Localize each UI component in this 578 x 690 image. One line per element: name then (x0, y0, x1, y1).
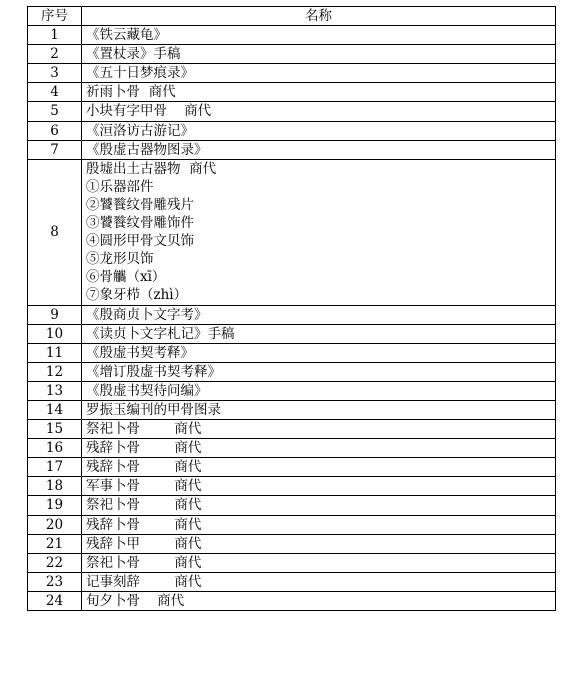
row-serial-number: 17 (28, 458, 82, 477)
table-row (28, 305, 556, 324)
row-item-name (82, 572, 556, 591)
table-row (28, 64, 556, 83)
row-item-name (82, 591, 556, 610)
table-row (28, 496, 556, 515)
row-serial-number: 18 (28, 477, 82, 496)
table-row (28, 121, 556, 140)
table-row (28, 400, 556, 419)
row-serial-number: 5 (28, 102, 82, 121)
row-item-name (82, 305, 556, 324)
row-serial-number: 19 (28, 496, 82, 515)
header-item-name: 名称 (82, 7, 556, 26)
row-serial-number: 7 (28, 140, 82, 159)
row-item-name (82, 534, 556, 553)
item-name-line: 残辞卜骨 商代 (86, 516, 202, 533)
row-serial-number: 9 (28, 305, 82, 324)
item-name-line: 记事刻辞 商代 (86, 573, 202, 590)
row-serial-number: 14 (28, 400, 82, 419)
row-serial-number: 23 (28, 572, 82, 591)
row-serial-number: 15 (28, 420, 82, 439)
item-name-line: 《增订殷虚书契考释》 (86, 363, 221, 380)
table-row (28, 515, 556, 534)
row-serial-number: 3 (28, 64, 82, 83)
item-name-line: 《殷虚古器物图录》 (86, 141, 208, 158)
row-serial-number: 20 (28, 515, 82, 534)
row-item-name (82, 400, 556, 419)
row-serial-number: 13 (28, 381, 82, 400)
item-name-line: 殷墟出土古器物 商代 (86, 160, 217, 177)
row-serial-number: 22 (28, 553, 82, 572)
table-row (28, 553, 556, 572)
row-serial-number: 8 (28, 159, 82, 305)
table-row (28, 324, 556, 343)
item-name-line: 《铁云藏龟》 (86, 27, 167, 44)
item-name-line: 旬夕卜骨 商代 (86, 592, 185, 609)
row-item-name (82, 159, 556, 305)
table-row (28, 26, 556, 45)
item-name-line: 残辞卜骨 商代 (86, 440, 202, 457)
table-row (28, 381, 556, 400)
item-name-line: 罗振玉编刊的甲骨图录 (86, 401, 221, 418)
item-name-line: ⑥骨觿（xī） (86, 269, 166, 286)
row-item-name (82, 458, 556, 477)
item-name-line: 祭祀卜骨 商代 (86, 554, 202, 571)
item-name-line: 残辞卜甲 商代 (86, 535, 202, 552)
row-item-name (82, 553, 556, 572)
item-name-line: ②饕餮纹骨雕残片 (86, 196, 194, 213)
table-row (28, 420, 556, 439)
item-name-line: 祈雨卜骨 商代 (86, 84, 176, 101)
table-row (28, 159, 556, 305)
item-name-line: ④圆形甲骨文贝饰 (86, 233, 194, 250)
table-row (28, 343, 556, 362)
item-name-line: 《殷商贞卜文字考》 (86, 306, 208, 323)
row-item-name (82, 121, 556, 140)
item-name-line: ③饕餮纹骨雕饰件 (86, 215, 194, 232)
item-name-line: ①乐器部件 (86, 178, 154, 195)
table-row (28, 45, 556, 64)
row-item-name (82, 83, 556, 102)
row-serial-number: 24 (28, 591, 82, 610)
table-row (28, 534, 556, 553)
row-serial-number: 12 (28, 362, 82, 381)
item-name-line: 《读贞卜文字札记》手稿 (86, 325, 235, 342)
row-item-name (82, 343, 556, 362)
item-name-line: 《五十日梦痕录》 (86, 65, 194, 82)
row-item-name (82, 439, 556, 458)
row-serial-number: 21 (28, 534, 82, 553)
item-name-line: 《置杖录》手稿 (86, 46, 181, 63)
row-item-name (82, 26, 556, 45)
item-name-line: ⑦象牙栉（zhì） (86, 287, 188, 304)
header-row (28, 7, 556, 26)
item-name-line: 《殷虚书契待问编》 (86, 382, 208, 399)
row-item-name (82, 45, 556, 64)
row-item-name (82, 324, 556, 343)
item-name-line: 残辞卜骨 商代 (86, 459, 202, 476)
row-item-name (82, 140, 556, 159)
row-item-name (82, 102, 556, 121)
table-row (28, 458, 556, 477)
row-serial-number: 1 (28, 26, 82, 45)
table-row (28, 362, 556, 381)
table-row (28, 572, 556, 591)
row-serial-number: 10 (28, 324, 82, 343)
row-item-name (82, 64, 556, 83)
row-item-name (82, 496, 556, 515)
row-item-name (82, 420, 556, 439)
table-row (28, 140, 556, 159)
row-serial-number: 16 (28, 439, 82, 458)
row-serial-number: 11 (28, 343, 82, 362)
item-name-line: 祭祀卜骨 商代 (86, 497, 202, 514)
row-item-name (82, 362, 556, 381)
table-row (28, 439, 556, 458)
row-serial-number: 6 (28, 121, 82, 140)
row-serial-number: 2 (28, 45, 82, 64)
item-name-line: ⑤龙形贝饰 (86, 251, 154, 268)
item-name-line: 祭祀卜骨 商代 (86, 421, 202, 438)
table-row (28, 83, 556, 102)
catalog-table (27, 6, 556, 611)
row-item-name (82, 477, 556, 496)
table-body (28, 26, 556, 611)
table-row (28, 477, 556, 496)
item-name-line: 军事卜骨 商代 (86, 478, 202, 495)
row-item-name (82, 381, 556, 400)
row-item-name (82, 515, 556, 534)
table-row (28, 102, 556, 121)
table-row (28, 591, 556, 610)
item-name-line: 《殷虚书契考释》 (86, 344, 194, 361)
item-name-line: 《洹洛访古游记》 (86, 122, 194, 139)
row-serial-number: 4 (28, 83, 82, 102)
header-serial-number: 序号 (28, 7, 82, 26)
item-name-line: 小块有字甲骨 商代 (86, 103, 212, 120)
